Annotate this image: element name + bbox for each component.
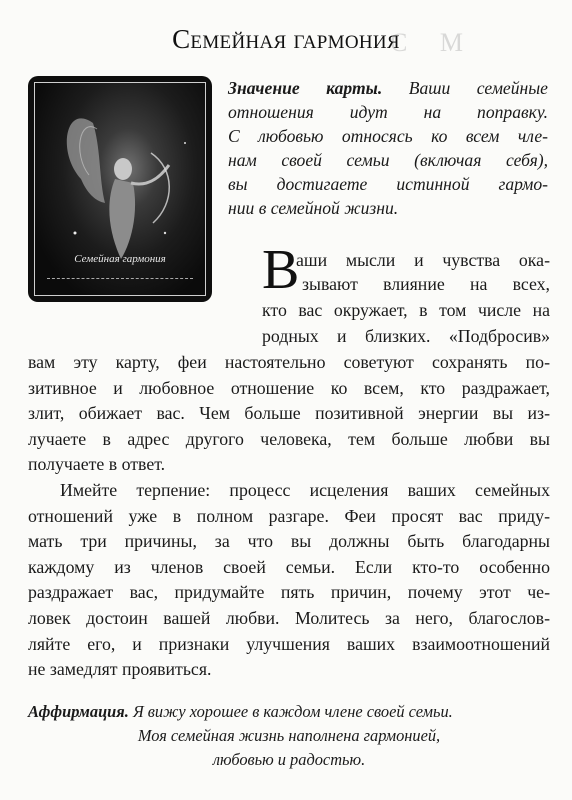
drop-cap: В [262, 239, 300, 301]
affirmation [28, 700, 550, 772]
card-meaning [228, 76, 548, 220]
card-caption: Семейная гармония [74, 253, 166, 265]
paragraph-1-short-lines [262, 298, 550, 349]
body-line: получаете в ответ. [28, 454, 166, 475]
body-line: аши мысли и чувства ока- [296, 250, 550, 270]
affirmation-label: Аффирмация. [28, 702, 129, 721]
body-line: раздражает вас, придумайте пять причин, почему этот че- [28, 582, 550, 603]
body-line: отношений уже в полном разгаре. Феи просят вас приду- [28, 505, 550, 526]
body-line: Имейте терпение: процесс исцеления ваших семейных [60, 480, 550, 500]
meaning-line: нам своей семьи (включая себя), [228, 150, 548, 170]
body-line: каждому из членов своей семьи. Если кто-то особенно [28, 556, 550, 577]
meaning-line: нии в семейной жизни. [228, 198, 399, 218]
body-line: кто вас окружает, в том числе на [262, 300, 550, 320]
affirmation-line: Аффирмация. Я вижу хорошее в каждом члене своей семьи. [28, 702, 453, 721]
body-line: лучаете в адрес другого человека, тем больше любви вы [28, 428, 550, 449]
bleed-through-text: С М [390, 28, 463, 57]
body-line: не замедлят проявиться. [28, 659, 212, 680]
body-line: зитивное и любовное отношение ко всем, кто раздражает, [28, 377, 550, 398]
body-line: зывают влияние на всех, [302, 274, 550, 294]
paragraph-1-continued [28, 350, 550, 478]
meaning-label: Значение карты. [228, 78, 383, 98]
meaning-line: отношения идут на поправку. [228, 102, 548, 122]
body-line: ловек достоин вашей любви. Молитесь за него, благослов- [28, 607, 550, 628]
affirmation-line: Моя семейная жизнь наполнена гармонией, [137, 726, 441, 745]
body-line: вам эту карту, феи настоятельно советуют сохранять по- [28, 352, 550, 372]
body-line: мать три причины, за что вы должны быть благодарны [28, 531, 550, 552]
card-artwork [34, 82, 206, 296]
meaning-line: Значение карты. Ваши семейные [228, 78, 548, 98]
affirmation-line: любовью и радостью. [212, 750, 366, 769]
paragraph-2 [28, 478, 550, 683]
meaning-line: С любовью относясь ко всем чле- [228, 126, 548, 146]
page-title: Семейная гармония [172, 24, 400, 54]
body-line: родных и близких. «Подбросив» [262, 325, 550, 346]
body-line: ляйте его, и признаки улучшения ваших взаимоотношений [28, 633, 550, 654]
card-frame-ornament [47, 278, 193, 285]
meaning-line: вы достигаете истинной гармо- [228, 174, 548, 194]
oracle-card-image [28, 76, 212, 302]
body-line: злит, обижает вас. Чем больше позитивной энергии вы из- [28, 403, 550, 424]
